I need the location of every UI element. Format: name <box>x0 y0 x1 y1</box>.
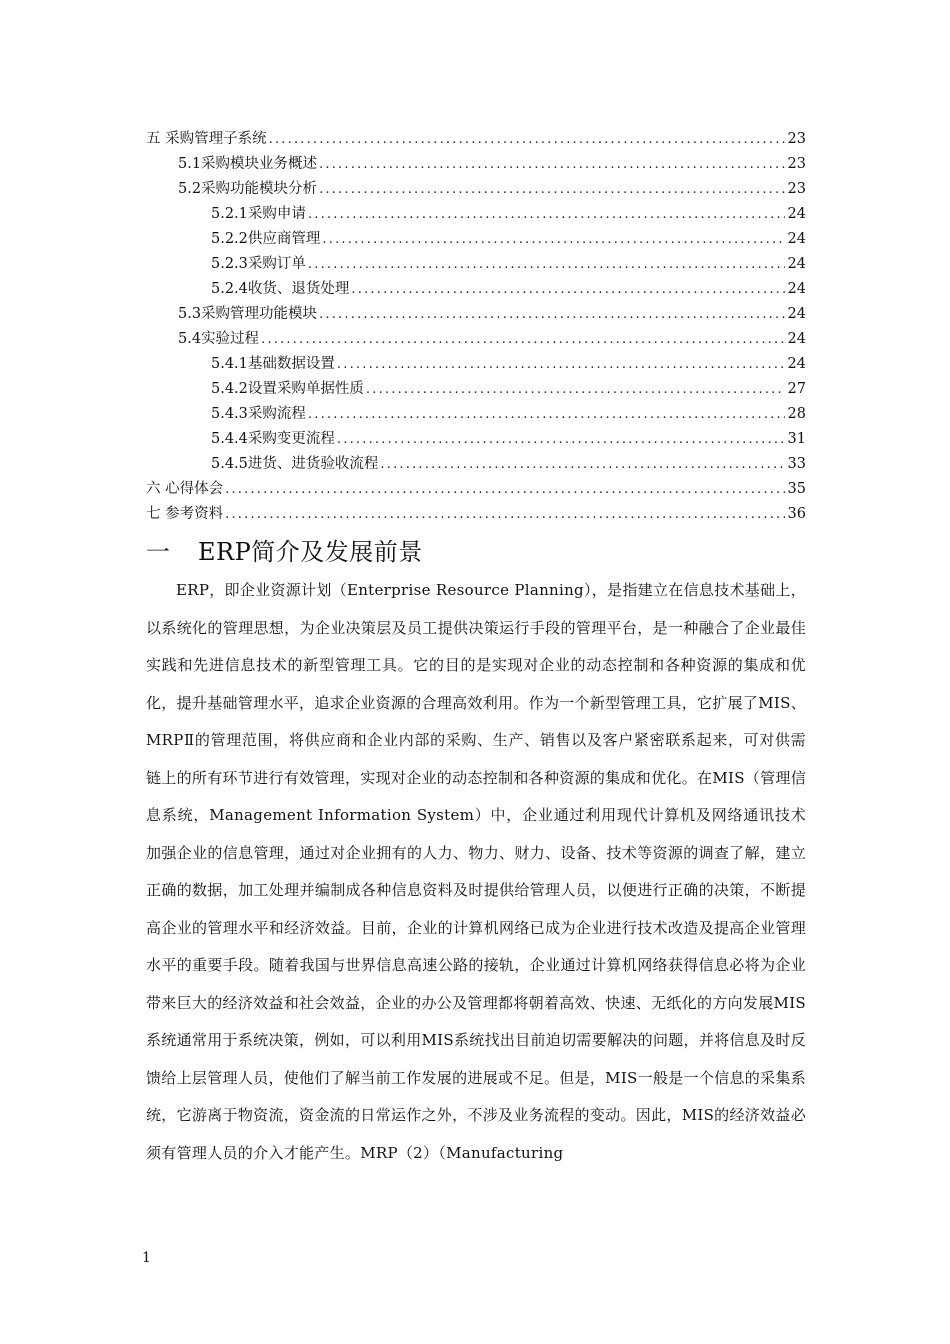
section-number: 一 <box>146 538 171 566</box>
toc-entry-label: 5.2.4收货、退货处理 <box>211 281 350 297</box>
toc-leader-dots <box>319 177 784 202</box>
toc-entry-label: 七 参考资料 <box>146 506 224 522</box>
toc-entry-label: 5.1采购模块业务概述 <box>178 156 318 172</box>
toc-leader-dots <box>351 277 784 302</box>
toc-entry-page: 24 <box>787 331 806 347</box>
toc-entry[interactable] <box>146 427 806 452</box>
toc-entry[interactable] <box>146 202 806 227</box>
toc-entry[interactable] <box>146 402 806 427</box>
toc-entry-page: 33 <box>787 456 806 472</box>
toc-entry-label: 五 采购管理子系统 <box>146 131 267 147</box>
toc-entry-page: 35 <box>787 481 806 497</box>
toc-entry-label: 5.4.3采购流程 <box>211 406 306 422</box>
toc-leader-dots <box>319 302 784 327</box>
toc-entry-page: 23 <box>787 181 806 197</box>
toc-leader-dots <box>337 352 785 377</box>
table-of-contents <box>146 127 806 527</box>
toc-entry-page: 24 <box>787 306 806 322</box>
body-paragraph: ERP，即企业资源计划（Enterprise Resource Planning），是指建立在信息技术基础上，以系统化的管理思想，为企业决策层及员工提供决策运行手段的管理平台，是一种融合了企业最佳实践和先进信息技术的新型管理工具。它的目的是实现对企业的动态控制和各种资源的集成和优化，提升基础管理水平，追求企业资源的合理高效利用。作为一个新型管理工具，它扩展了MIS、MRPⅡ的管理范围，将供应商和企业内部的采购、生产、销售以及客户紧密联系起来，可对供需链上的所有环节进行有效管理，实现对企业的动态控制和各种资源的集成和优化。在MIS（管理信息系统，Management Information System）中，企业通过利用现代计算机及网络通讯技术加强企业的信息管理，通过对企业拥有的人力、物力、财力、设备、技术等资源的调查了解，建立正确的数据，加工处理并编制成各种信息资料及时提供给管理人员，以便进行正确的决策，不断提高企业的管理水平和经济效益。目前，企业的计算机网络已成为企业进行技术改造及提高企业管理水平的重要手段。随着我国与世界信息高速公路的接轨，企业通过计算机网络获得信息必将为企业带来巨大的经济效益和社会效益，企业的办公及管理都将朝着高效、快速、无纸化的方向发展MIS系统通常用于系统决策，例如，可以利用MIS系统找出目前迫切需要解决的问题，并将信息及时反馈给上层管理人员，使他们了解当前工作发展的进展或不足。但是，MIS一般是一个信息的采集系统，它游离于物资流，资金流的日常运作之外，不涉及业务流程的变动。因此，MIS的经济效益必须有管理人员的介入才能产生。MRP（2）（Manufacturing <box>146 581 806 1162</box>
toc-entry-page: 27 <box>787 381 806 397</box>
toc-entry-label: 5.2.2供应商管理 <box>211 231 321 247</box>
toc-leader-dots <box>366 377 785 402</box>
toc-entry-page: 24 <box>787 256 806 272</box>
toc-leader-dots <box>225 477 784 502</box>
toc-entry-page: 36 <box>787 506 806 522</box>
toc-leader-dots <box>319 152 784 177</box>
toc-entry[interactable] <box>146 252 806 277</box>
toc-entry-label: 5.4.5进货、进货验收流程 <box>211 456 379 472</box>
toc-entry[interactable] <box>146 277 806 302</box>
toc-entry-label: 六 心得体会 <box>146 481 224 497</box>
toc-entry-page: 24 <box>787 281 806 297</box>
toc-entry-label: 5.4.1基础数据设置 <box>211 356 335 372</box>
toc-entry-page: 23 <box>787 156 806 172</box>
toc-entry[interactable] <box>146 452 806 477</box>
toc-entry[interactable] <box>146 127 806 152</box>
toc-entry[interactable] <box>146 177 806 202</box>
toc-entry-label: 5.2.3采购订单 <box>211 256 306 272</box>
toc-leader-dots <box>380 452 784 477</box>
toc-entry-label: 5.2采购功能模块分析 <box>178 181 318 197</box>
toc-leader-dots <box>225 502 784 527</box>
toc-leader-dots <box>322 227 784 252</box>
toc-entry-label: 5.2.1采购申请 <box>211 206 306 222</box>
toc-leader-dots <box>308 402 785 427</box>
toc-entry-label: 5.4.4采购变更流程 <box>211 431 335 447</box>
toc-entry-page: 24 <box>787 356 806 372</box>
toc-entry[interactable] <box>146 352 806 377</box>
toc-entry[interactable] <box>146 227 806 252</box>
toc-entry[interactable] <box>146 327 806 352</box>
toc-entry[interactable] <box>146 152 806 177</box>
toc-leader-dots <box>269 127 785 152</box>
toc-leader-dots <box>308 202 785 227</box>
toc-entry-label: 5.3采购管理功能模块 <box>178 306 318 322</box>
toc-entry[interactable] <box>146 377 806 402</box>
toc-entry-page: 24 <box>787 206 806 222</box>
section-heading <box>146 532 423 567</box>
toc-entry[interactable] <box>146 502 806 527</box>
toc-leader-dots <box>308 252 785 277</box>
toc-leader-dots <box>261 327 784 352</box>
page-number: 1 <box>142 1250 151 1266</box>
toc-entry-page: 24 <box>787 231 806 247</box>
toc-entry-label: 5.4实验过程 <box>178 331 260 347</box>
toc-entry-page: 31 <box>787 431 806 447</box>
toc-entry[interactable] <box>146 477 806 502</box>
section-title-text: ERP简介及发展前景 <box>198 538 423 566</box>
toc-entry-label: 5.4.2设置采购单据性质 <box>211 381 364 397</box>
toc-entry[interactable] <box>146 302 806 327</box>
toc-entry-page: 23 <box>787 131 806 147</box>
toc-entry-page: 28 <box>787 406 806 422</box>
toc-leader-dots <box>337 427 785 452</box>
